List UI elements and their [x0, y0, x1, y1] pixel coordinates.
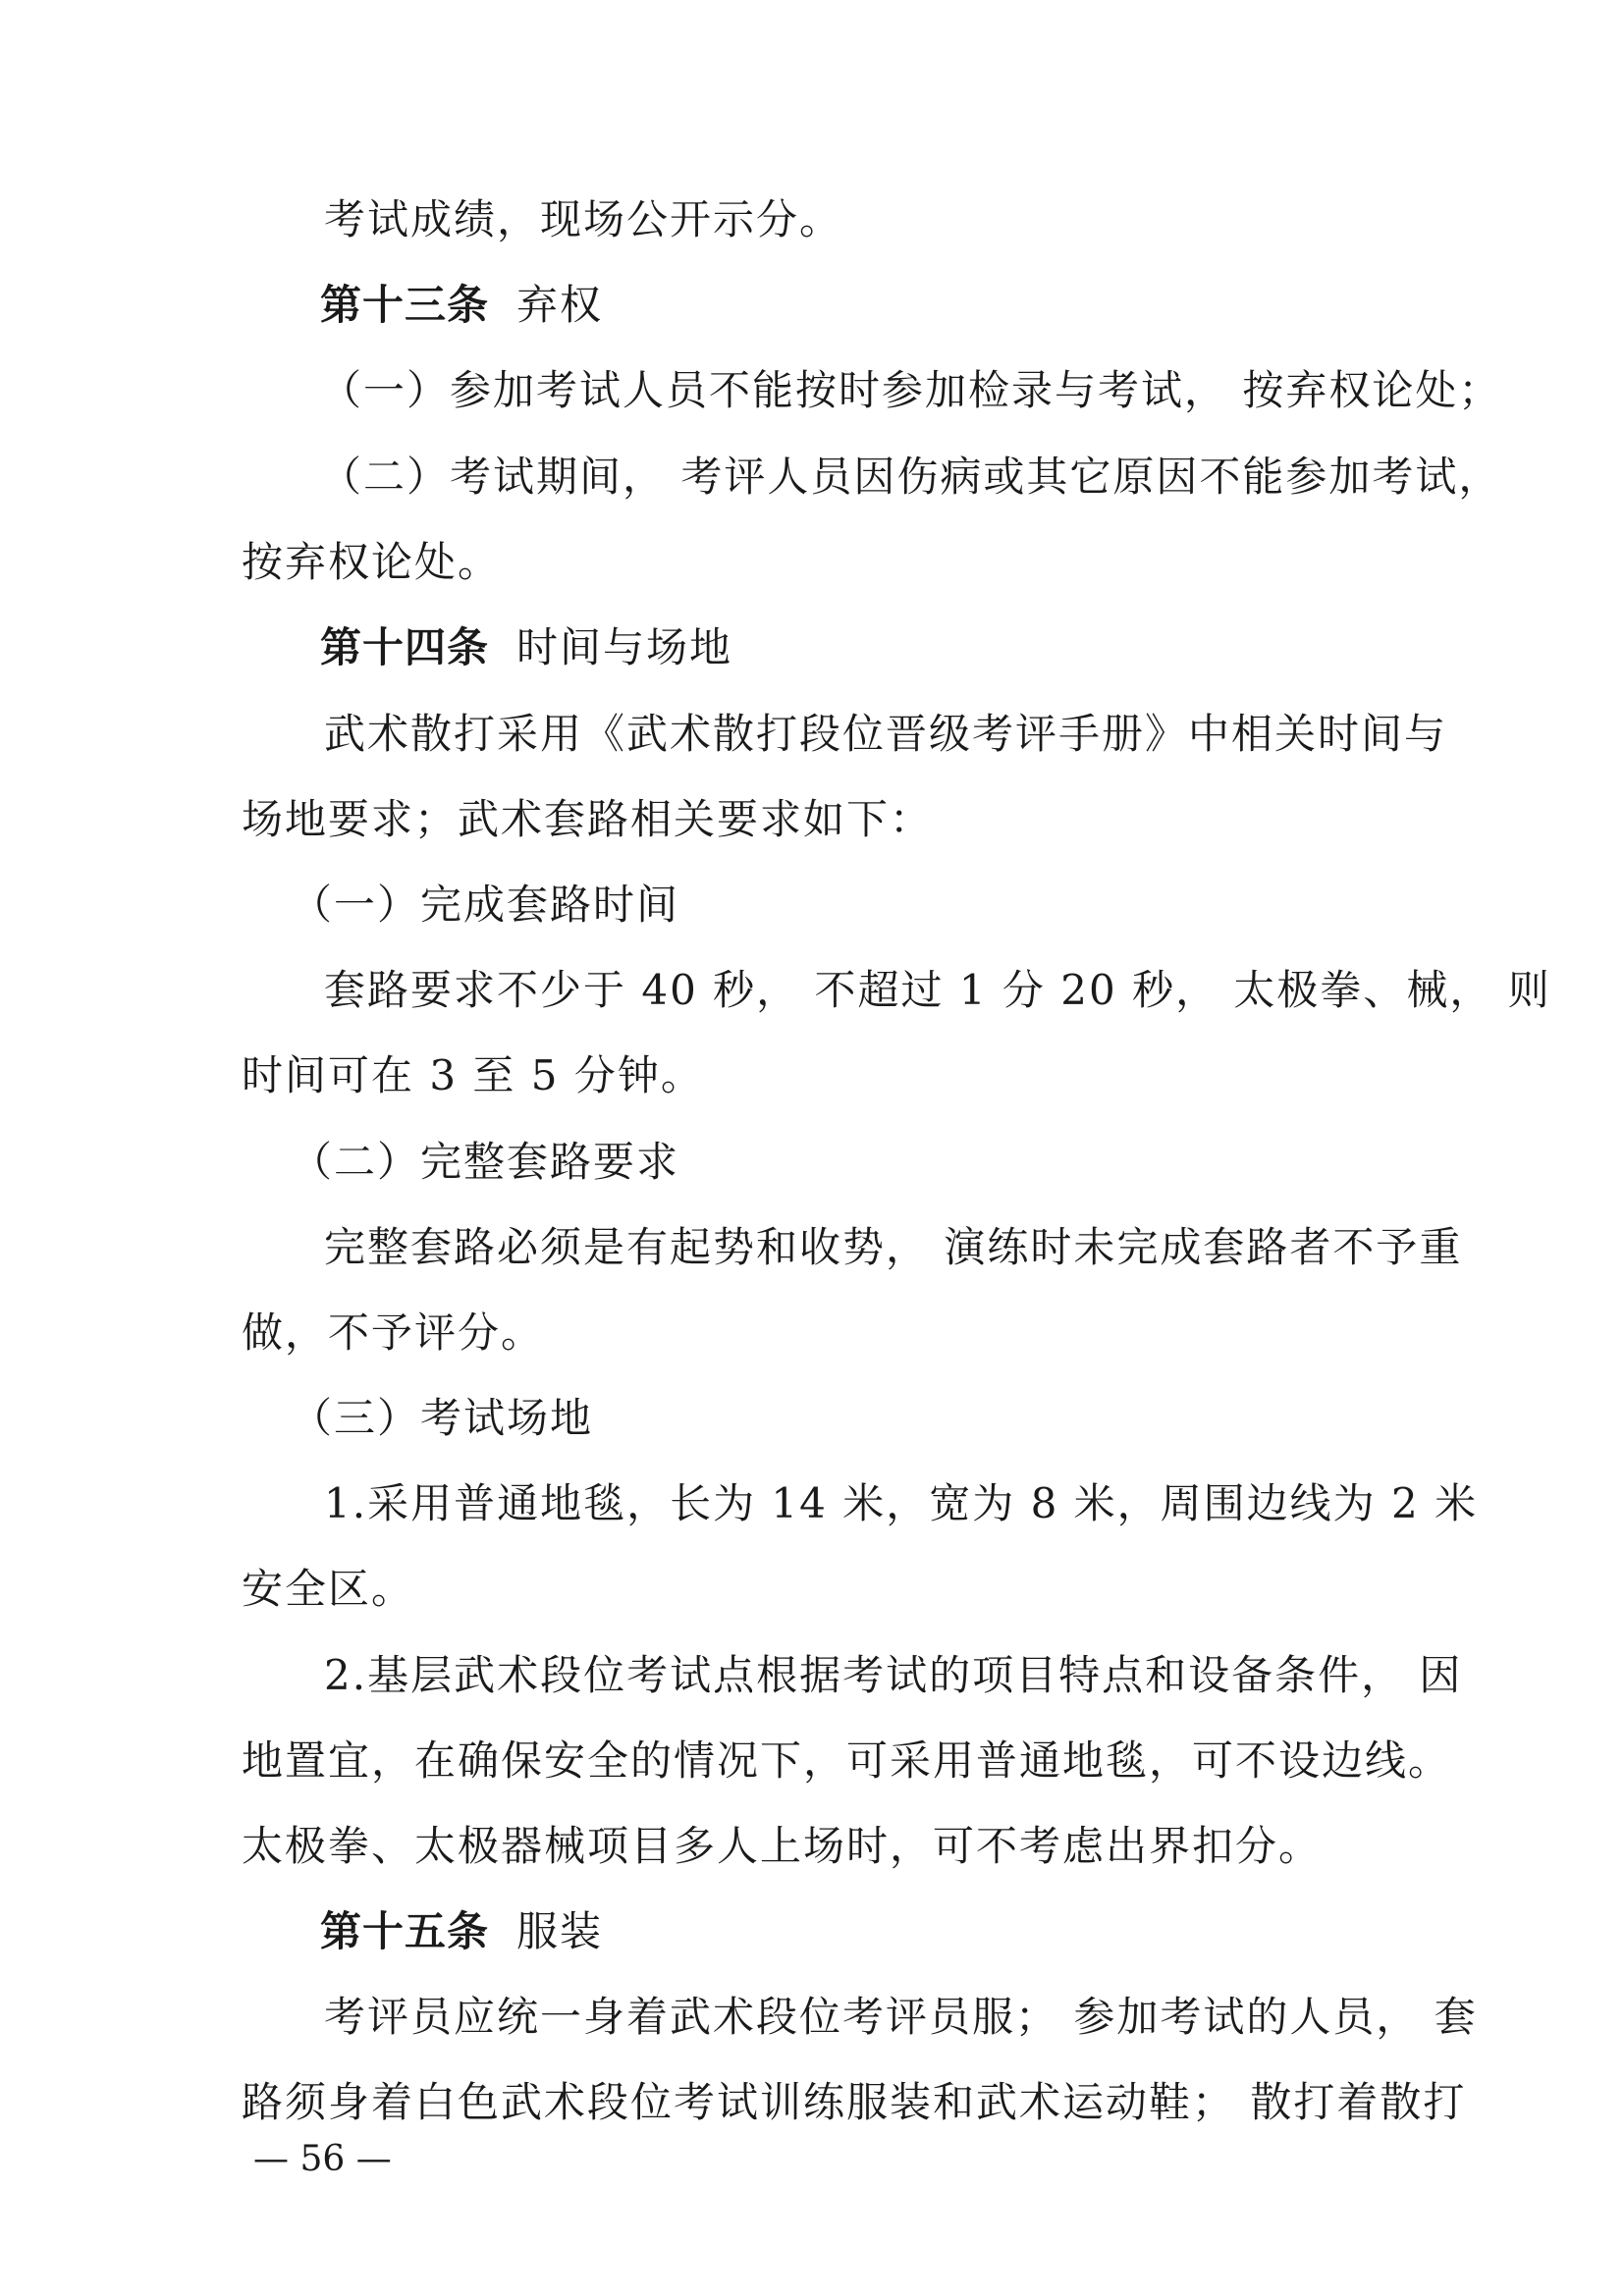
paragraph-line: 做，不予评分。 [242, 1308, 545, 1357]
article-14-number: 第十四条 [320, 623, 490, 671]
paragraph-line: 套路要求不少于 40 秒， 不超过 1 分 20 秒， 太极拳、械， 则 [324, 966, 1551, 1014]
paragraph-line: 场地要求；武术套路相关要求如下： [242, 795, 934, 843]
article-15-number: 第十五条 [320, 1907, 490, 1955]
article-14-title: 时间与场地 [516, 623, 733, 671]
paragraph-line: 考评员应统一身着武术段位考评员服； 参加考试的人员， 套 [324, 1993, 1478, 2041]
paragraph-line: 1.采用普通地毯，长为 14 米，宽为 8 米，周围边线为 2 米 [324, 1479, 1479, 1527]
subsection-heading: （一）完成套路时间 [291, 881, 680, 929]
paragraph-line: 完整套路必须是有起势和收势， 演练时未完成套路者不予重 [324, 1223, 1463, 1271]
paragraph-line: 路须身着白色武术段位考试训练服装和武术运动鞋； 散打着散打 [242, 2078, 1467, 2126]
subsection-heading: （二）完整套路要求 [291, 1138, 680, 1186]
paragraph-line: 2.基层武术段位考试点根据考试的项目特点和设备条件， 因 [324, 1651, 1463, 1699]
paragraph-line: 按弃权论处。 [242, 538, 502, 586]
article-13-title: 弃权 [516, 281, 604, 329]
article-14-heading-line [320, 620, 732, 675]
article-13-heading-line [320, 278, 603, 333]
article-15-heading-line [320, 1904, 603, 1959]
article-13-number: 第十三条 [320, 281, 490, 329]
paragraph-line: 武术散打采用《武术散打段位晋级考评手册》中相关时间与 [324, 710, 1448, 758]
paragraph-line: 考试成绩，现场公开示分。 [324, 195, 843, 243]
paragraph-line: 地置宜，在确保安全的情况下，可采用普通地毯，可不设边线。 [242, 1736, 1452, 1785]
page-number: — 56 — [253, 2139, 392, 2179]
paragraph-line: （二）考试期间， 考评人员因伤病或其它原因不能参加考试， [320, 453, 1502, 501]
paragraph-line: （一）参加考试人员不能按时参加检录与考试， 按弃权论处； [320, 366, 1502, 414]
subsection-heading: （三）考试场地 [291, 1394, 594, 1442]
paragraph-line: 太极拳、太极器械项目多人上场时，可不考虑出界扣分。 [242, 1822, 1323, 1870]
article-15-title: 服装 [516, 1907, 604, 1955]
paragraph-line: 时间可在 3 至 5 分钟。 [242, 1051, 704, 1099]
paragraph-line: 安全区。 [242, 1565, 415, 1613]
